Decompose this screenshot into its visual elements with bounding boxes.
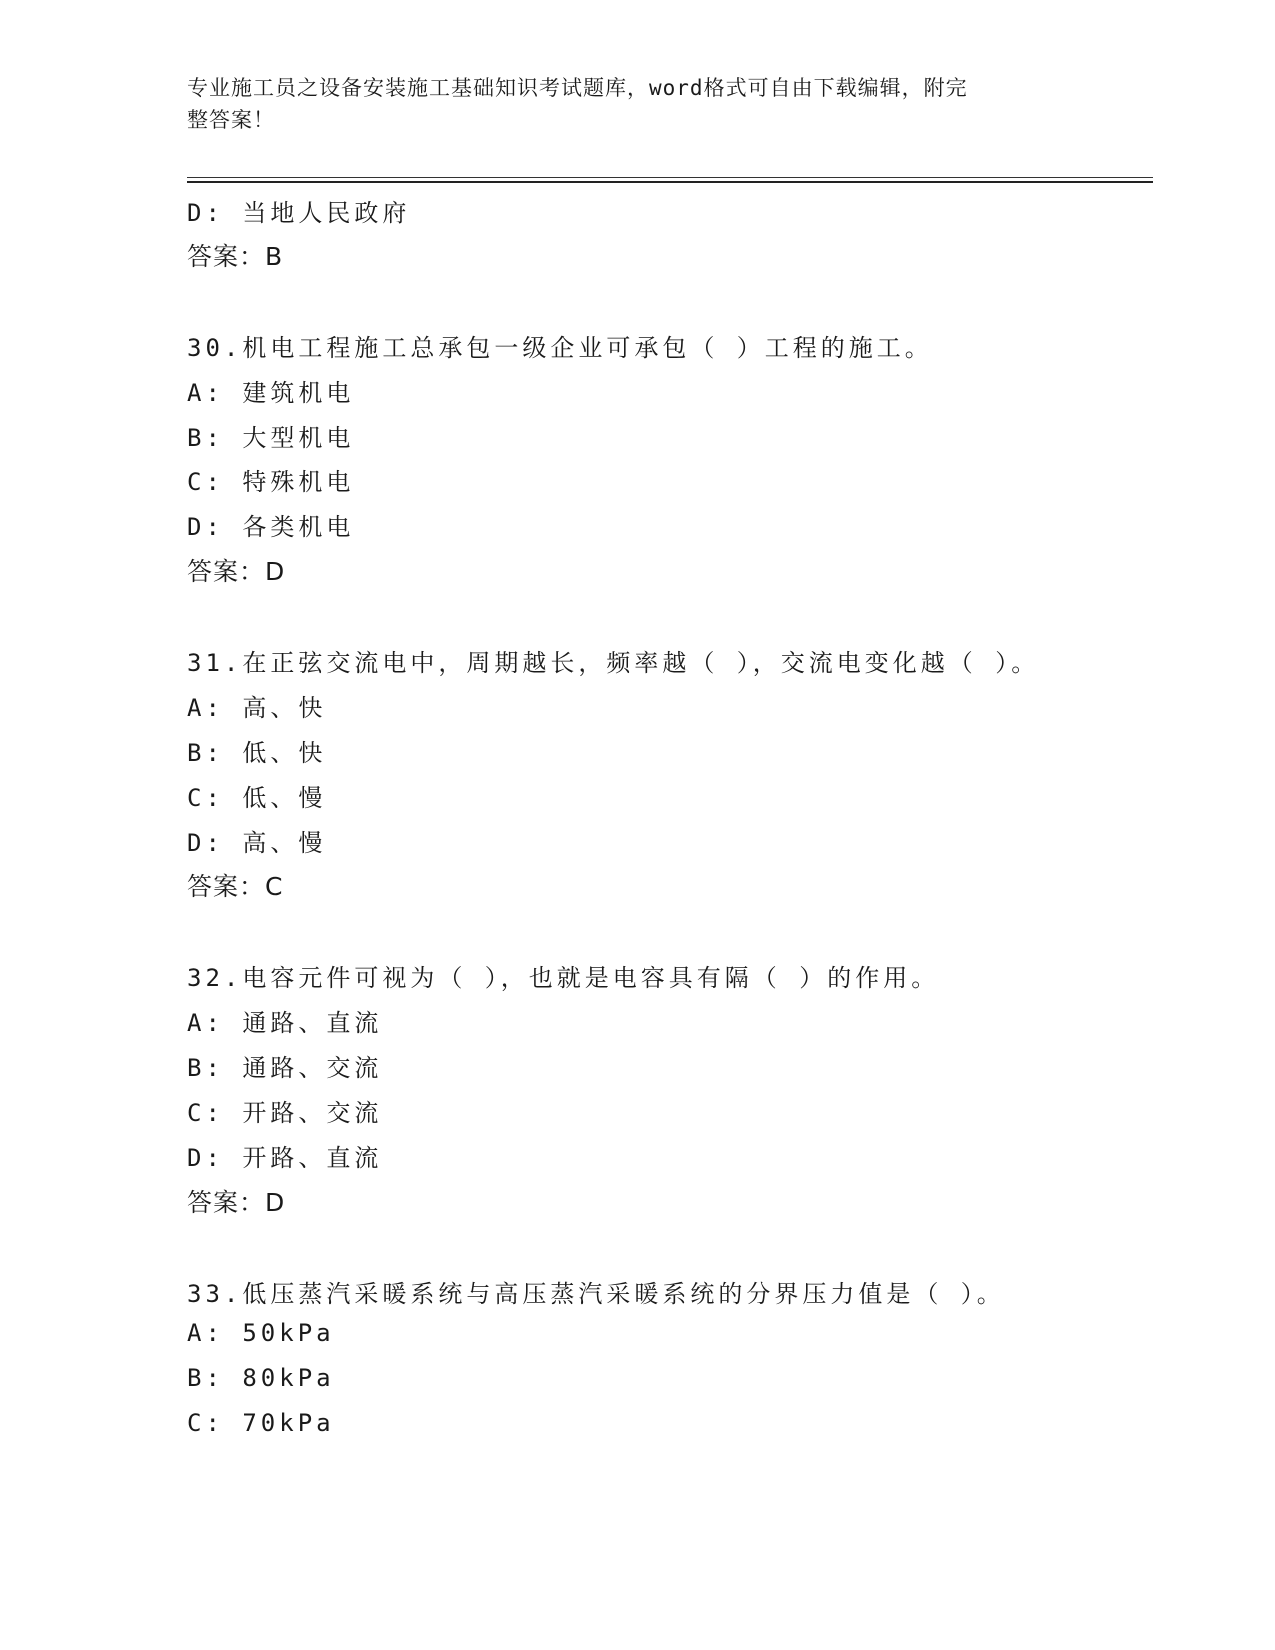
question-33-option-a: A: 50kPa <box>187 1319 335 1347</box>
question-32-option-b: B: 通路、交流 <box>187 1054 383 1082</box>
question-31: 31.在正弦交流电中，周期越长，频率越（ ），交流电变化越（ ）。 <box>187 649 1040 677</box>
header-line-1: 专业施工员之设备安装施工基础知识考试题库，word格式可自由下载编辑，附完 <box>187 76 968 100</box>
prev-option-d: D: 当地人民政府 <box>187 199 411 227</box>
question-31-option-a: A: 高、快 <box>187 694 327 722</box>
question-31-option-c: C: 低、慢 <box>187 784 327 812</box>
prev-answer: 答案：B <box>187 242 284 271</box>
document-header <box>187 72 1067 136</box>
question-31-option-d: D: 高、慢 <box>187 829 327 857</box>
question-31-option-b: B: 低、快 <box>187 739 327 767</box>
question-33: 33.低压蒸汽采暖系统与高压蒸汽采暖系统的分界压力值是（ ）。 <box>187 1280 1005 1308</box>
question-32-option-a: A: 通路、直流 <box>187 1009 383 1037</box>
question-32: 32.电容元件可视为（ ），也就是电容具有隔（ ）的作用。 <box>187 964 940 992</box>
question-30: 30.机电工程施工总承包一级企业可承包（ ）工程的施工。 <box>187 334 933 362</box>
header-line-2: 整答案！ <box>187 108 275 132</box>
question-30-option-a: A: 建筑机电 <box>187 379 355 407</box>
question-31-answer: 答案：C <box>187 872 284 901</box>
question-32-option-c: C: 开路、交流 <box>187 1099 383 1127</box>
question-33-option-b: B: 80kPa <box>187 1364 335 1392</box>
question-32-answer: 答案：D <box>187 1188 286 1217</box>
question-33-option-c: C: 70kPa <box>187 1409 335 1437</box>
question-30-answer: 答案：D <box>187 557 286 586</box>
question-30-option-c: C: 特殊机电 <box>187 468 355 496</box>
question-30-option-b: B: 大型机电 <box>187 424 355 452</box>
question-30-option-d: D: 各类机电 <box>187 513 355 541</box>
question-32-option-d: D: 开路、直流 <box>187 1144 383 1172</box>
header-divider-thick <box>187 181 1153 183</box>
header-divider-thin <box>187 177 1153 178</box>
